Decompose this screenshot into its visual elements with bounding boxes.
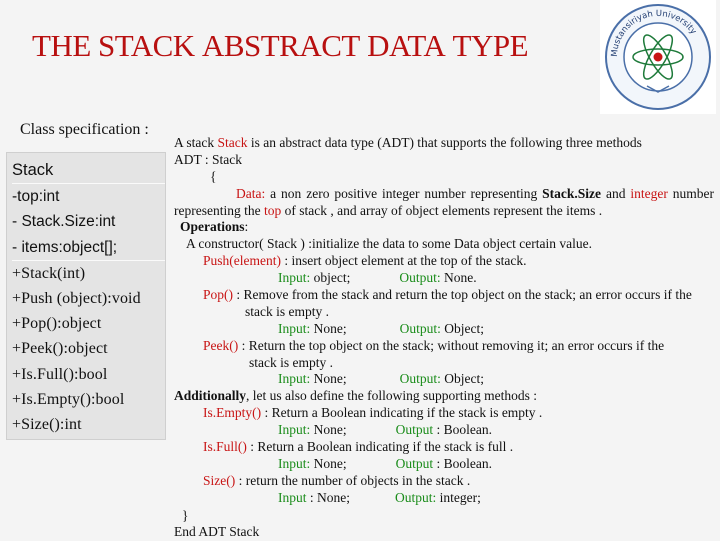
adt-close-brace: } <box>182 507 189 523</box>
title-word-3: ABSTRACT <box>201 28 360 63</box>
method-size: +Size():int <box>12 416 82 434</box>
method-push: +Push (object):void <box>12 290 141 308</box>
adt-specification <box>174 135 714 541</box>
method-pop: +Pop():object <box>12 315 102 333</box>
class-name: Stack <box>12 161 54 179</box>
attribute-top: -top:int <box>12 183 165 209</box>
adt-constructor: A constructor( Stack ) :initialize the data to some Data object certain value. <box>186 236 592 252</box>
method-constructor: +Stack(int) <box>12 260 165 286</box>
method-peek: +Peek():object <box>12 340 108 358</box>
class-spec-label: Class specification : <box>20 121 149 138</box>
attribute-stack-size: - Stack.Size:int <box>12 213 116 231</box>
logo-ring-text: Mustansiriyah University <box>609 8 699 58</box>
title-word-5: TYPE <box>452 28 529 63</box>
adt-peek: Peek() : Return the top object on the stack; without removing it; an error occurs if the <box>203 337 665 353</box>
adt-pop-io: Input: None; Output: Object; <box>278 320 485 336</box>
adt-isempty-io: Input: None; Output : Boolean. <box>278 422 493 438</box>
uml-class-box <box>6 152 166 440</box>
adt-data-line-2: representing the top of stack , and array of object elements represent the items . <box>174 202 603 218</box>
adt-pop-cont: stack is empty . <box>245 303 329 319</box>
adt-open-brace: { <box>210 168 217 184</box>
title-word-1: THE <box>32 28 91 63</box>
method-isempty: +Is.Empty():bool <box>12 390 125 408</box>
adt-peek-cont: stack is empty . <box>249 354 333 370</box>
title-word-4: DATA <box>367 28 446 63</box>
adt-isfull-io: Input: None; Output : Boolean. <box>278 455 493 471</box>
adt-isempty: Is.Empty() : Return a Boolean indicating if the stack is empty . <box>203 405 543 421</box>
adt-push-io: Input: object; Output: None. <box>278 270 477 286</box>
adt-end: End ADT Stack <box>174 524 260 540</box>
attribute-items: - items:object[]; <box>12 238 118 256</box>
adt-header: ADT : Stack <box>174 151 242 167</box>
adt-operations: Operations: <box>180 219 249 235</box>
adt-isfull: Is.Full() : Return a Boolean indicating if the stack is full . <box>203 439 514 455</box>
adt-push: Push(element) : insert object element at the top of the stack. <box>203 253 527 269</box>
title-word-2: STACK <box>98 28 195 63</box>
slide-title <box>32 28 528 64</box>
adt-data-line-1: Data: a non zero positive integer number representing Stack.Size and integer number <box>236 185 714 201</box>
adt-size: Size() : return the number of objects in the stack . <box>203 472 471 488</box>
adt-pop: Pop() : Remove from the stack and return the top object on the stack; an error occurs if the <box>203 287 692 303</box>
university-seal-atom-icon <box>600 0 716 114</box>
adt-size-io: Input : None; Output: integer; <box>278 489 481 505</box>
adt-additionally: Additionally, let us also define the following supporting methods : <box>174 388 537 404</box>
method-isfull: +Is.Full():bool <box>12 365 108 383</box>
adt-intro: A stack Stack is an abstract data type (ADT) that supports the following three methods <box>174 135 642 150</box>
adt-peek-io: Input: None; Output: Object; <box>278 371 485 387</box>
